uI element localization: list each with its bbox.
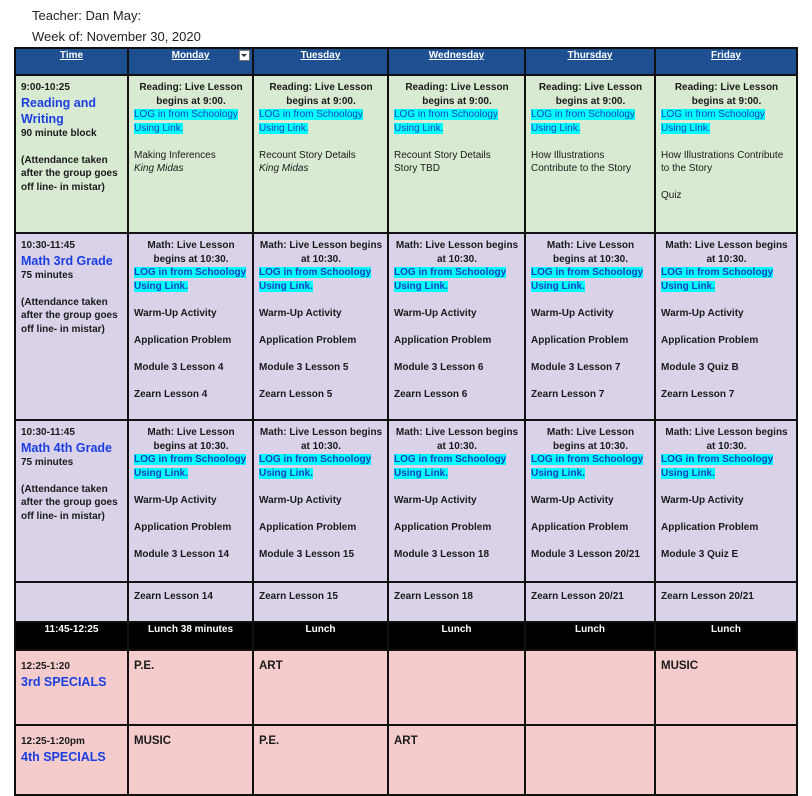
special-cell bbox=[388, 650, 525, 725]
col-header-wednesday: Wednesday bbox=[388, 48, 525, 75]
special-cell bbox=[655, 725, 797, 795]
math4-cell bbox=[655, 420, 797, 582]
module-lesson: Module 3 Lesson 5 bbox=[259, 361, 349, 373]
math4-cell bbox=[253, 420, 388, 582]
warm-up: Warm-Up Activity bbox=[134, 307, 217, 319]
application-problem: Application Problem bbox=[134, 521, 232, 533]
module-lesson: Module 3 Lesson 18 bbox=[394, 548, 490, 560]
zearn-lesson: Zearn Lesson 5 bbox=[259, 388, 333, 400]
warm-up: Warm-Up Activity bbox=[259, 494, 342, 506]
warm-up: Warm-Up Activity bbox=[394, 494, 477, 506]
module-lesson: Module 3 Quiz B bbox=[661, 361, 739, 373]
zearn-cell: Zearn Lesson 20/21 bbox=[525, 582, 655, 622]
subject-title: Reading and Writing bbox=[21, 95, 97, 126]
special-cell: ART bbox=[388, 725, 525, 795]
zearn-cell: Zearn Lesson 15 bbox=[253, 582, 388, 622]
time-range: 12:25-1:20pm bbox=[21, 736, 85, 747]
live-lesson-text: Math: Live Lesson begins at 10:30. bbox=[259, 427, 383, 452]
lunch-cell: Lunch bbox=[388, 622, 525, 650]
lesson-topic: How Illustrations Contribute to the Story bbox=[661, 149, 784, 174]
quiz-label: Quiz bbox=[661, 190, 682, 201]
zearn-lesson: Zearn Lesson 7 bbox=[531, 388, 605, 400]
schoology-link[interactable]: LOG in from Schoology Using Link. bbox=[259, 267, 372, 292]
module-lesson: Module 3 Lesson 7 bbox=[531, 361, 621, 373]
col-header-friday: Friday bbox=[655, 48, 797, 75]
zearn-lesson: Zearn Lesson 4 bbox=[134, 388, 208, 400]
attendance-note: (Attendance taken after the group goes off line- in mistar) bbox=[21, 154, 118, 193]
warm-up: Warm-Up Activity bbox=[531, 494, 614, 506]
module-lesson: Module 3 Lesson 4 bbox=[134, 361, 224, 373]
application-problem: Application Problem bbox=[259, 334, 357, 346]
story-title: King Midas bbox=[259, 163, 309, 174]
zearn-cell: Zearn Lesson 18 bbox=[388, 582, 525, 622]
live-lesson-text: Math: Live Lesson begins at 10:30. bbox=[259, 240, 383, 265]
live-lesson-text: Math: Live Lesson begins at 10:30. bbox=[147, 427, 235, 452]
application-problem: Application Problem bbox=[531, 521, 629, 533]
duration: 90 minute block bbox=[21, 127, 97, 139]
specials3-row bbox=[15, 650, 797, 725]
specials4-time-cell bbox=[15, 725, 128, 795]
module-lesson: Module 3 Quiz E bbox=[661, 548, 739, 560]
live-lesson-text: Math: Live Lesson begins at 10:30. bbox=[395, 240, 519, 265]
special-cell bbox=[525, 725, 655, 795]
attendance-note: (Attendance taken after the group goes off line- in mistar) bbox=[21, 483, 118, 522]
duration: 75 minutes bbox=[21, 269, 74, 281]
lesson-topic: Recount Story Details bbox=[259, 149, 356, 161]
application-problem: Application Problem bbox=[134, 334, 232, 346]
reading-cell bbox=[128, 75, 253, 233]
lunch-cell: Lunch 38 minutes bbox=[128, 622, 253, 650]
zearn-time-cell bbox=[15, 582, 128, 622]
schoology-link[interactable]: LOG in from Schoology Using Link. bbox=[661, 454, 774, 479]
story-title: Story TBD bbox=[394, 163, 440, 174]
schoology-link[interactable]: LOG in from Schoology Using Link. bbox=[661, 267, 774, 292]
warm-up: Warm-Up Activity bbox=[259, 307, 342, 319]
special-cell: MUSIC bbox=[655, 650, 797, 725]
duration: 75 minutes bbox=[21, 456, 74, 468]
math4-cell bbox=[525, 420, 655, 582]
col-header-tuesday: Tuesday bbox=[253, 48, 388, 75]
zearn-row bbox=[15, 582, 797, 622]
application-problem: Application Problem bbox=[259, 521, 357, 533]
math3-cell bbox=[128, 233, 253, 420]
schoology-link[interactable]: LOG in from Schoology Using Link. bbox=[259, 454, 372, 479]
schoology-link[interactable]: LOG in from Schoology Using Link. bbox=[531, 109, 635, 134]
warm-up: Warm-Up Activity bbox=[661, 494, 744, 506]
col-header-monday[interactable] bbox=[128, 48, 253, 75]
application-problem: Application Problem bbox=[394, 521, 492, 533]
application-problem: Application Problem bbox=[394, 334, 492, 346]
special-cell bbox=[525, 650, 655, 725]
reading-row bbox=[15, 75, 797, 233]
warm-up: Warm-Up Activity bbox=[134, 494, 217, 506]
subject-title: Math 4th Grade bbox=[21, 440, 112, 455]
attendance-note: (Attendance taken after the group goes off line- in mistar) bbox=[21, 296, 118, 335]
zearn-cell: Zearn Lesson 20/21 bbox=[655, 582, 797, 622]
schoology-link[interactable]: LOG in from Schoology Using Link. bbox=[134, 109, 238, 134]
application-problem: Application Problem bbox=[531, 334, 629, 346]
math3-cell bbox=[525, 233, 655, 420]
time-range: 10:30-11:45 bbox=[21, 240, 75, 251]
schoology-link[interactable]: LOG in from Schoology Using Link. bbox=[259, 109, 363, 134]
live-lesson-text: Math: Live Lesson begins at 10:30. bbox=[546, 427, 635, 452]
live-lesson-text: Reading: Live Lesson begins at 9:00. bbox=[139, 82, 243, 107]
live-lesson-text: Reading: Live Lesson begins at 9:00. bbox=[405, 82, 509, 107]
time-range: 9:00-10:25 bbox=[21, 82, 70, 93]
reading-cell bbox=[525, 75, 655, 233]
schoology-link[interactable]: LOG in from Schoology Using Link. bbox=[661, 109, 765, 134]
schoology-link[interactable]: LOG in from Schoology Using Link. bbox=[134, 454, 247, 479]
lesson-plan-table bbox=[14, 47, 798, 796]
schoology-link[interactable]: LOG in from Schoology Using Link. bbox=[134, 267, 247, 292]
zearn-cell: Zearn Lesson 14 bbox=[128, 582, 253, 622]
live-lesson-text: Math: Live Lesson begins at 10:30. bbox=[546, 240, 635, 265]
story-title: King Midas bbox=[134, 163, 184, 174]
live-lesson-text: Reading: Live Lesson begins at 9:00. bbox=[538, 82, 643, 107]
live-lesson-text: Math: Live Lesson begins at 10:30. bbox=[665, 240, 788, 265]
reading-cell bbox=[253, 75, 388, 233]
schoology-link[interactable]: LOG in from Schoology Using Link. bbox=[531, 454, 644, 479]
live-lesson-text: Reading: Live Lesson begins at 9:00. bbox=[674, 82, 779, 107]
module-lesson: Module 3 Lesson 15 bbox=[259, 548, 355, 560]
warm-up: Warm-Up Activity bbox=[394, 307, 477, 319]
teacher-line: Teacher: Dan May: bbox=[32, 8, 142, 23]
col-header-time: Time bbox=[15, 48, 128, 75]
special-cell: ART bbox=[253, 650, 388, 725]
reading-cell bbox=[655, 75, 797, 233]
schoology-link[interactable]: LOG in from Schoology Using Link. bbox=[394, 454, 507, 479]
module-lesson: Module 3 Lesson 14 bbox=[134, 548, 230, 560]
time-range: 10:30-11:45 bbox=[21, 427, 75, 438]
lesson-topic: How Illustrations Contribute to the Story bbox=[531, 149, 632, 174]
lesson-topic: Recount Story Details bbox=[394, 149, 491, 161]
schoology-link[interactable]: LOG in from Schoology Using Link. bbox=[394, 109, 498, 134]
specials4-row bbox=[15, 725, 797, 795]
time-range: 12:25-1:20 bbox=[21, 661, 70, 672]
subject-title: Math 3rd Grade bbox=[21, 253, 113, 268]
col-header-thursday: Thursday bbox=[525, 48, 655, 75]
reading-cell bbox=[388, 75, 525, 233]
live-lesson-text: Math: Live Lesson begins at 10:30. bbox=[147, 240, 235, 265]
lunch-cell: Lunch bbox=[525, 622, 655, 650]
math3-row bbox=[15, 233, 797, 420]
math3-cell bbox=[655, 233, 797, 420]
warm-up: Warm-Up Activity bbox=[661, 307, 744, 319]
live-lesson-text: Math: Live Lesson begins at 10:30. bbox=[665, 427, 788, 452]
math3-cell bbox=[388, 233, 525, 420]
lesson-topic: Making Inferences bbox=[134, 149, 216, 161]
schoology-link[interactable]: LOG in from Schoology Using Link. bbox=[531, 267, 644, 292]
lunch-cell: Lunch bbox=[253, 622, 388, 650]
zearn-lesson: Zearn Lesson 7 bbox=[661, 388, 735, 400]
module-lesson: Module 3 Lesson 20/21 bbox=[531, 548, 640, 560]
zearn-lesson: Zearn Lesson 6 bbox=[394, 388, 468, 400]
schoology-link[interactable]: LOG in from Schoology Using Link. bbox=[394, 267, 507, 292]
special-cell: MUSIC bbox=[128, 725, 253, 795]
subject-title: 4th SPECIALS bbox=[21, 749, 106, 764]
lunch-cell: Lunch bbox=[655, 622, 797, 650]
math4-cell bbox=[128, 420, 253, 582]
warm-up: Warm-Up Activity bbox=[531, 307, 614, 319]
dropdown-arrow-icon[interactable] bbox=[239, 50, 250, 61]
reading-time-cell bbox=[15, 75, 128, 233]
lunch-time: 11:45-12:25 bbox=[15, 622, 128, 650]
live-lesson-text: Reading: Live Lesson begins at 9:00. bbox=[269, 82, 373, 107]
live-lesson-text: Math: Live Lesson begins at 10:30. bbox=[395, 427, 519, 452]
week-line: Week of: November 30, 2020 bbox=[32, 29, 201, 44]
math3-cell bbox=[253, 233, 388, 420]
special-cell: P.E. bbox=[128, 650, 253, 725]
module-lesson: Module 3 Lesson 6 bbox=[394, 361, 484, 373]
lunch-row bbox=[15, 622, 797, 650]
math3-time-cell bbox=[15, 233, 128, 420]
application-problem: Application Problem bbox=[661, 334, 759, 346]
math4-time-cell bbox=[15, 420, 128, 582]
math4-cell bbox=[388, 420, 525, 582]
special-cell: P.E. bbox=[253, 725, 388, 795]
specials3-time-cell bbox=[15, 650, 128, 725]
col-header-label: Monday bbox=[171, 50, 210, 61]
math4-row bbox=[15, 420, 797, 582]
subject-title: 3rd SPECIALS bbox=[21, 674, 107, 689]
application-problem: Application Problem bbox=[661, 521, 759, 533]
header-row bbox=[15, 48, 797, 75]
